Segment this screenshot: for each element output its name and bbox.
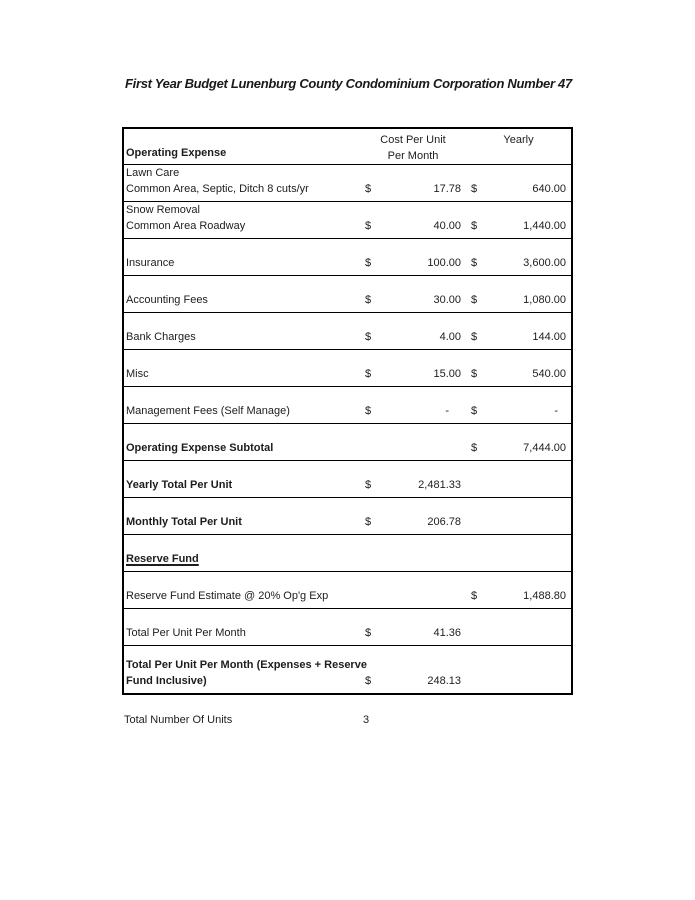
row-label-line2: Common Area, Septic, Ditch 8 cuts/yr	[126, 183, 309, 195]
row-label-line1	[126, 424, 365, 440]
column-header-operating-expense: Operating Expense	[126, 147, 227, 159]
expense-row	[124, 461, 571, 498]
row-label-line1: Snow Removal	[126, 204, 200, 216]
yearly-dollar-sign: $	[471, 331, 478, 343]
row-label-line2: Bank Charges	[126, 331, 196, 343]
expense-row	[124, 572, 571, 609]
yearly-dollar-sign: $	[471, 368, 478, 380]
cost-value: 30.00	[433, 294, 461, 306]
expense-row	[124, 498, 571, 535]
expense-row	[124, 535, 571, 572]
row-label	[126, 535, 365, 571]
row-label	[126, 165, 365, 201]
column-header-cost-per-unit	[365, 132, 461, 164]
row-label	[126, 609, 365, 645]
cost-value: 248.13	[427, 675, 461, 687]
total-units-value: 3	[363, 714, 370, 726]
page-title: First Year Budget Lunenburg County Condominium Corporation Number 47	[125, 76, 572, 91]
expense-row	[124, 276, 571, 313]
row-label	[126, 387, 365, 423]
row-label	[126, 202, 365, 238]
row-label	[126, 313, 365, 349]
cost-value: 41.36	[433, 627, 461, 639]
cost-value: -	[445, 405, 449, 417]
row-label-line1	[126, 498, 365, 514]
cost-value: 4.00	[439, 331, 461, 343]
expense-row	[124, 646, 571, 693]
yearly-value: 1,488.80	[523, 590, 566, 602]
cost-value: 40.00	[433, 220, 461, 232]
row-label-line1	[126, 572, 365, 588]
row-label-line1	[126, 609, 365, 625]
row-label	[126, 239, 365, 275]
row-label-line2: Reserve Fund Estimate @ 20% Op'g Exp	[126, 590, 329, 602]
row-label-line2: Management Fees (Self Manage)	[126, 405, 290, 417]
yearly-value: 540.00	[532, 368, 566, 380]
row-label-line1: Total Per Unit Per Month (Expenses + Reserve	[126, 659, 367, 671]
row-label-line1	[126, 387, 365, 403]
row-label-line2: Total Per Unit Per Month	[126, 627, 246, 639]
yearly-dollar-sign: $	[471, 405, 478, 417]
cost-value: 100.00	[427, 257, 461, 269]
row-label-line2: Accounting Fees	[126, 294, 208, 306]
row-label-line1	[126, 461, 365, 477]
budget-table	[122, 127, 573, 695]
yearly-value: 1,080.00	[523, 294, 566, 306]
row-label	[126, 498, 365, 534]
cost-dollar-sign: $	[365, 220, 372, 232]
expense-row	[124, 313, 571, 350]
cost-value: 15.00	[433, 368, 461, 380]
yearly-dollar-sign: $	[471, 183, 478, 195]
row-label	[126, 350, 365, 386]
cost-value: 206.78	[427, 516, 461, 528]
column-header-yearly: Yearly	[503, 134, 534, 146]
yearly-value: 3,600.00	[523, 257, 566, 269]
expense-row	[124, 350, 571, 387]
expense-row	[124, 424, 571, 461]
cost-dollar-sign: $	[365, 675, 372, 687]
yearly-value: 7,444.00	[523, 442, 566, 454]
row-label	[126, 461, 365, 497]
row-label	[126, 572, 365, 608]
row-label-line2: Misc	[126, 368, 149, 380]
budget-table-rows	[124, 165, 571, 693]
cost-dollar-sign: $	[365, 368, 372, 380]
row-label-line1	[126, 276, 365, 292]
yearly-value: -	[554, 405, 558, 417]
table-header-row	[124, 129, 571, 165]
row-label	[126, 424, 365, 460]
row-label-line1	[126, 350, 365, 366]
cost-dollar-sign: $	[365, 257, 372, 269]
expense-row	[124, 165, 571, 202]
cost-value: 17.78	[433, 183, 461, 195]
row-label-line2: Yearly Total Per Unit	[126, 479, 233, 491]
expense-row	[124, 202, 571, 239]
row-label-line2: Monthly Total Per Unit	[126, 516, 242, 528]
cost-value: 2,481.33	[418, 479, 461, 491]
row-label	[126, 657, 365, 693]
cost-dollar-sign: $	[365, 479, 372, 491]
row-label-line1	[126, 239, 365, 255]
cost-dollar-sign: $	[365, 627, 372, 639]
yearly-dollar-sign: $	[471, 294, 478, 306]
column-header-cost-line1: Cost Per Unit	[380, 134, 446, 146]
row-label-line1	[126, 535, 365, 551]
cost-dollar-sign: $	[365, 331, 372, 343]
yearly-value: 144.00	[532, 331, 566, 343]
column-header-cost-line2: Per Month	[387, 150, 439, 162]
row-label	[126, 276, 365, 312]
row-label-line1: Lawn Care	[126, 167, 180, 179]
cost-dollar-sign: $	[365, 405, 372, 417]
row-label-line2: Fund Inclusive)	[126, 675, 207, 687]
row-label-line2: Insurance	[126, 257, 175, 269]
row-label-line1	[126, 313, 365, 329]
row-label-line2: Operating Expense Subtotal	[126, 442, 274, 454]
row-label-line2: Reserve Fund	[126, 553, 199, 565]
cost-dollar-sign: $	[365, 294, 372, 306]
expense-row	[124, 609, 571, 646]
yearly-dollar-sign: $	[471, 590, 478, 602]
yearly-value: 640.00	[532, 183, 566, 195]
yearly-dollar-sign: $	[471, 442, 478, 454]
row-label-line2: Common Area Roadway	[126, 220, 246, 232]
total-units-row	[124, 712, 575, 728]
expense-row	[124, 239, 571, 276]
expense-row	[124, 387, 571, 424]
yearly-dollar-sign: $	[471, 220, 478, 232]
cost-dollar-sign: $	[365, 183, 372, 195]
yearly-value: 1,440.00	[523, 220, 566, 232]
cost-dollar-sign: $	[365, 516, 372, 528]
total-units-label: Total Number Of Units	[124, 714, 233, 726]
yearly-dollar-sign: $	[471, 257, 478, 269]
